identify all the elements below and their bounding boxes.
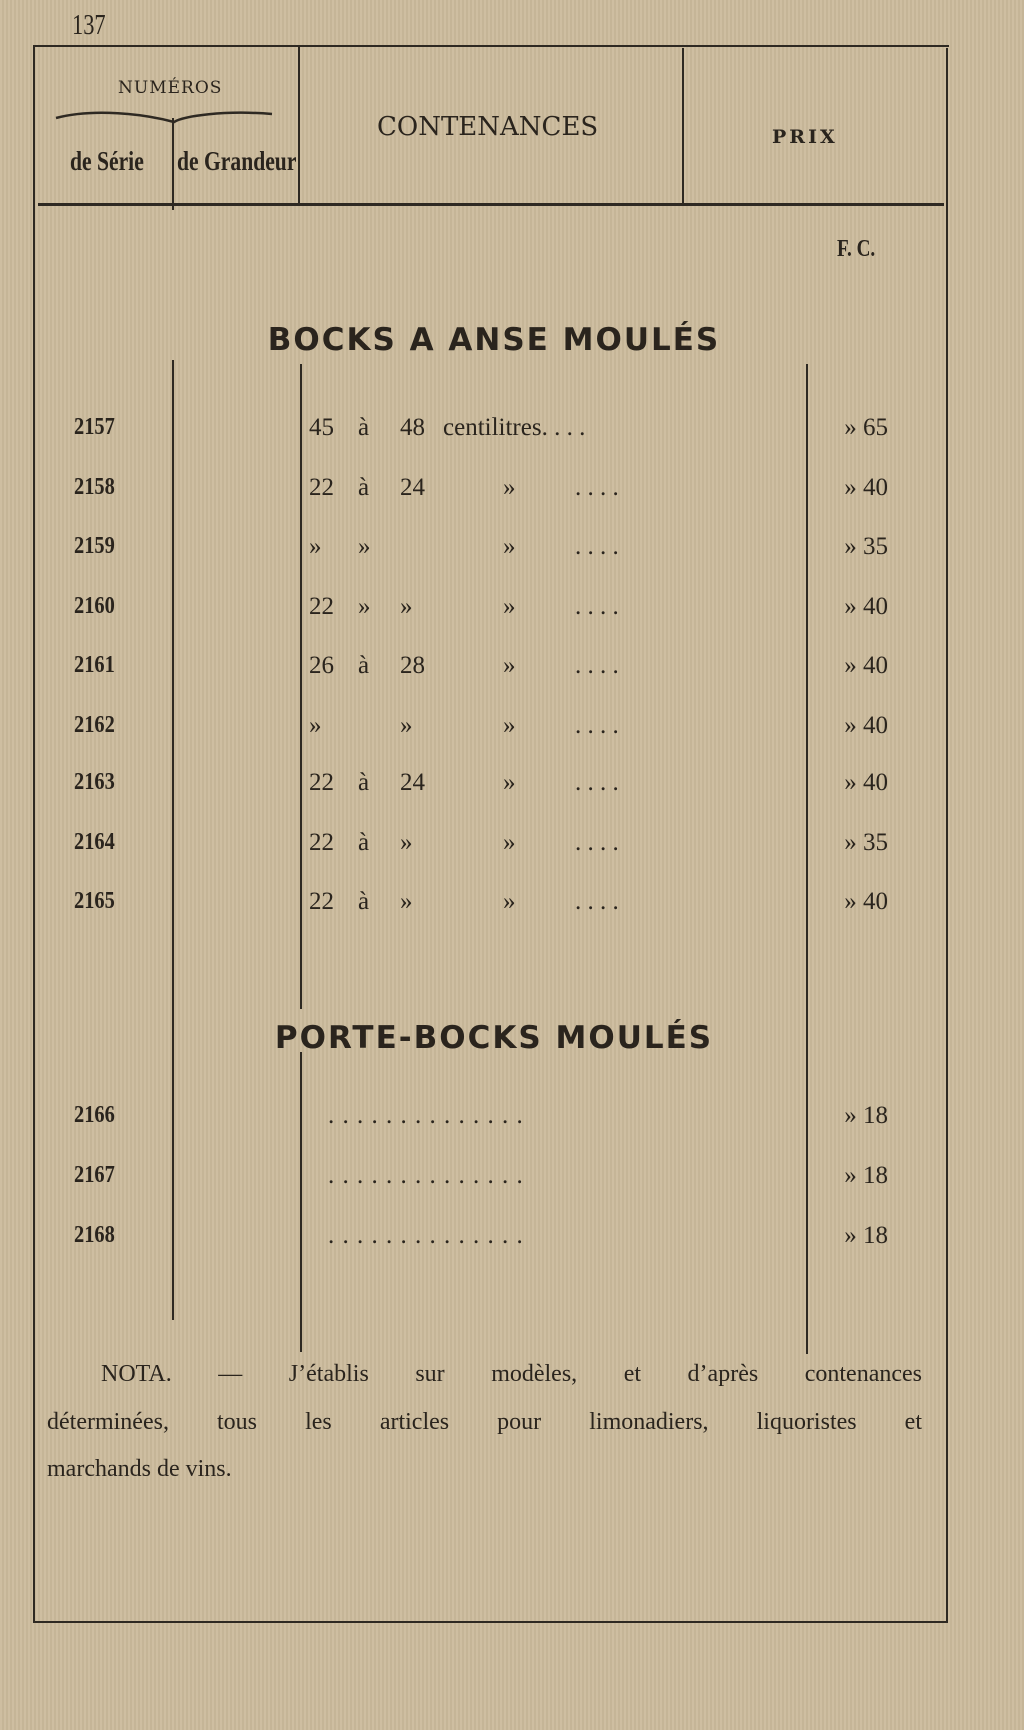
price: » 35 <box>844 829 888 856</box>
series-number: 2161 <box>74 652 115 678</box>
price: » 18 <box>844 1222 888 1249</box>
leader-dots: . . . . . . . . . . . . . . <box>328 1162 524 1189</box>
frame-left <box>33 45 35 1623</box>
column-rule <box>300 1052 302 1352</box>
price: » 40 <box>844 474 888 501</box>
currency-label: F. C. <box>837 236 876 262</box>
contenance-sep: à <box>358 769 370 796</box>
header-bottom-rule <box>38 203 944 206</box>
leader-dots: . . . . <box>575 888 619 915</box>
series-number: 2162 <box>74 712 115 738</box>
series-number: 2165 <box>74 888 115 914</box>
column-rule <box>806 364 808 1354</box>
price: » 40 <box>844 712 888 739</box>
contenance-qty: 22 <box>309 829 334 856</box>
header-subdivider <box>172 118 174 210</box>
leader-dots: . . . . <box>575 593 619 620</box>
column-rule <box>172 360 174 1320</box>
page-number: 137 <box>72 10 106 41</box>
leader-dots: . . . . <box>575 712 619 739</box>
price: » 40 <box>844 652 888 679</box>
contenance-qty: » <box>400 593 413 620</box>
contenance-qty: 24 <box>400 474 425 501</box>
header-de-grandeur: de Grandeur <box>177 146 297 176</box>
series-number: 2157 <box>74 414 115 440</box>
contenance-unit: » <box>503 533 516 560</box>
contenance-unit: » <box>503 829 516 856</box>
contenance-qty: 22 <box>309 888 334 915</box>
series-number: 2168 <box>74 1222 115 1248</box>
header-contenances: CONTENANCES <box>377 112 599 142</box>
contenance-unit: » <box>503 888 516 915</box>
brace-icon <box>54 108 274 128</box>
header-divider <box>298 46 300 204</box>
header-prix: PRIX <box>772 126 838 148</box>
contenance-sep: à <box>358 474 370 501</box>
contenance-qty: 22 <box>309 593 334 620</box>
contenance-qty: 22 <box>309 769 334 796</box>
contenance-qty: 26 <box>309 652 334 679</box>
leader-dots: . . . . <box>575 829 619 856</box>
price: » 40 <box>844 593 888 620</box>
frame-bottom <box>33 1621 948 1623</box>
contenance-sep: à <box>358 888 370 915</box>
contenance-qty: » <box>400 829 413 856</box>
frame-top <box>33 45 949 47</box>
contenance-unit: » <box>503 712 516 739</box>
leader-dots: . . . . . . . . . . . . . . <box>328 1222 524 1249</box>
nota-line: marchands de vins. <box>47 1456 232 1482</box>
contenance-unit: centilitres. . . . <box>443 414 586 441</box>
contenance-sep: à <box>358 829 370 856</box>
series-number: 2167 <box>74 1162 115 1188</box>
series-number: 2163 <box>74 769 115 795</box>
leader-dots: . . . . <box>575 533 619 560</box>
contenance-qty: » <box>309 533 322 560</box>
series-number: 2159 <box>74 533 115 559</box>
series-number: 2160 <box>74 593 115 619</box>
price: » 18 <box>844 1162 888 1189</box>
series-number: 2158 <box>74 474 115 500</box>
leader-dots: . . . . <box>575 474 619 501</box>
header-de-serie: de Série <box>70 146 144 176</box>
contenance-qty: » <box>309 712 322 739</box>
contenance-unit: » <box>503 652 516 679</box>
contenance-qty: 45 <box>309 414 334 441</box>
contenance-qty: 28 <box>400 652 425 679</box>
price: » 40 <box>844 888 888 915</box>
contenance-qty: 22 <box>309 474 334 501</box>
contenance-sep: » <box>358 533 371 560</box>
price: » 35 <box>844 533 888 560</box>
section-title: BOCKS A ANSE MOULÉS <box>267 322 721 358</box>
series-number: 2166 <box>74 1102 115 1128</box>
leader-dots: . . . . . . . . . . . . . . <box>328 1102 524 1129</box>
header-numeros: NUMÉROS <box>118 78 223 98</box>
column-rule <box>300 364 302 1009</box>
header-divider <box>682 48 684 206</box>
contenance-qty: 48 <box>400 414 425 441</box>
contenance-qty: » <box>400 888 413 915</box>
leader-dots: . . . . <box>575 769 619 796</box>
contenance-unit: » <box>503 769 516 796</box>
series-number: 2164 <box>74 829 115 855</box>
contenance-sep: à <box>358 652 370 679</box>
contenance-unit: » <box>503 474 516 501</box>
nota-line: déterminées, tous les articles pour limonadiers, liquoristes et <box>47 1409 922 1435</box>
contenance-sep: à <box>358 414 370 441</box>
contenance-qty: » <box>400 712 413 739</box>
contenance-sep: » <box>358 593 371 620</box>
nota-line: NOTA. — J’établis sur modèles, et d’après contenances <box>101 1361 922 1387</box>
contenance-unit: » <box>503 593 516 620</box>
contenance-qty: 24 <box>400 769 425 796</box>
leader-dots: . . . . <box>575 652 619 679</box>
price: » 18 <box>844 1102 888 1129</box>
price: » 65 <box>844 414 888 441</box>
frame-right <box>946 48 948 1623</box>
section-title: PORTE-BOCKS MOULÉS <box>274 1020 714 1056</box>
price: » 40 <box>844 769 888 796</box>
